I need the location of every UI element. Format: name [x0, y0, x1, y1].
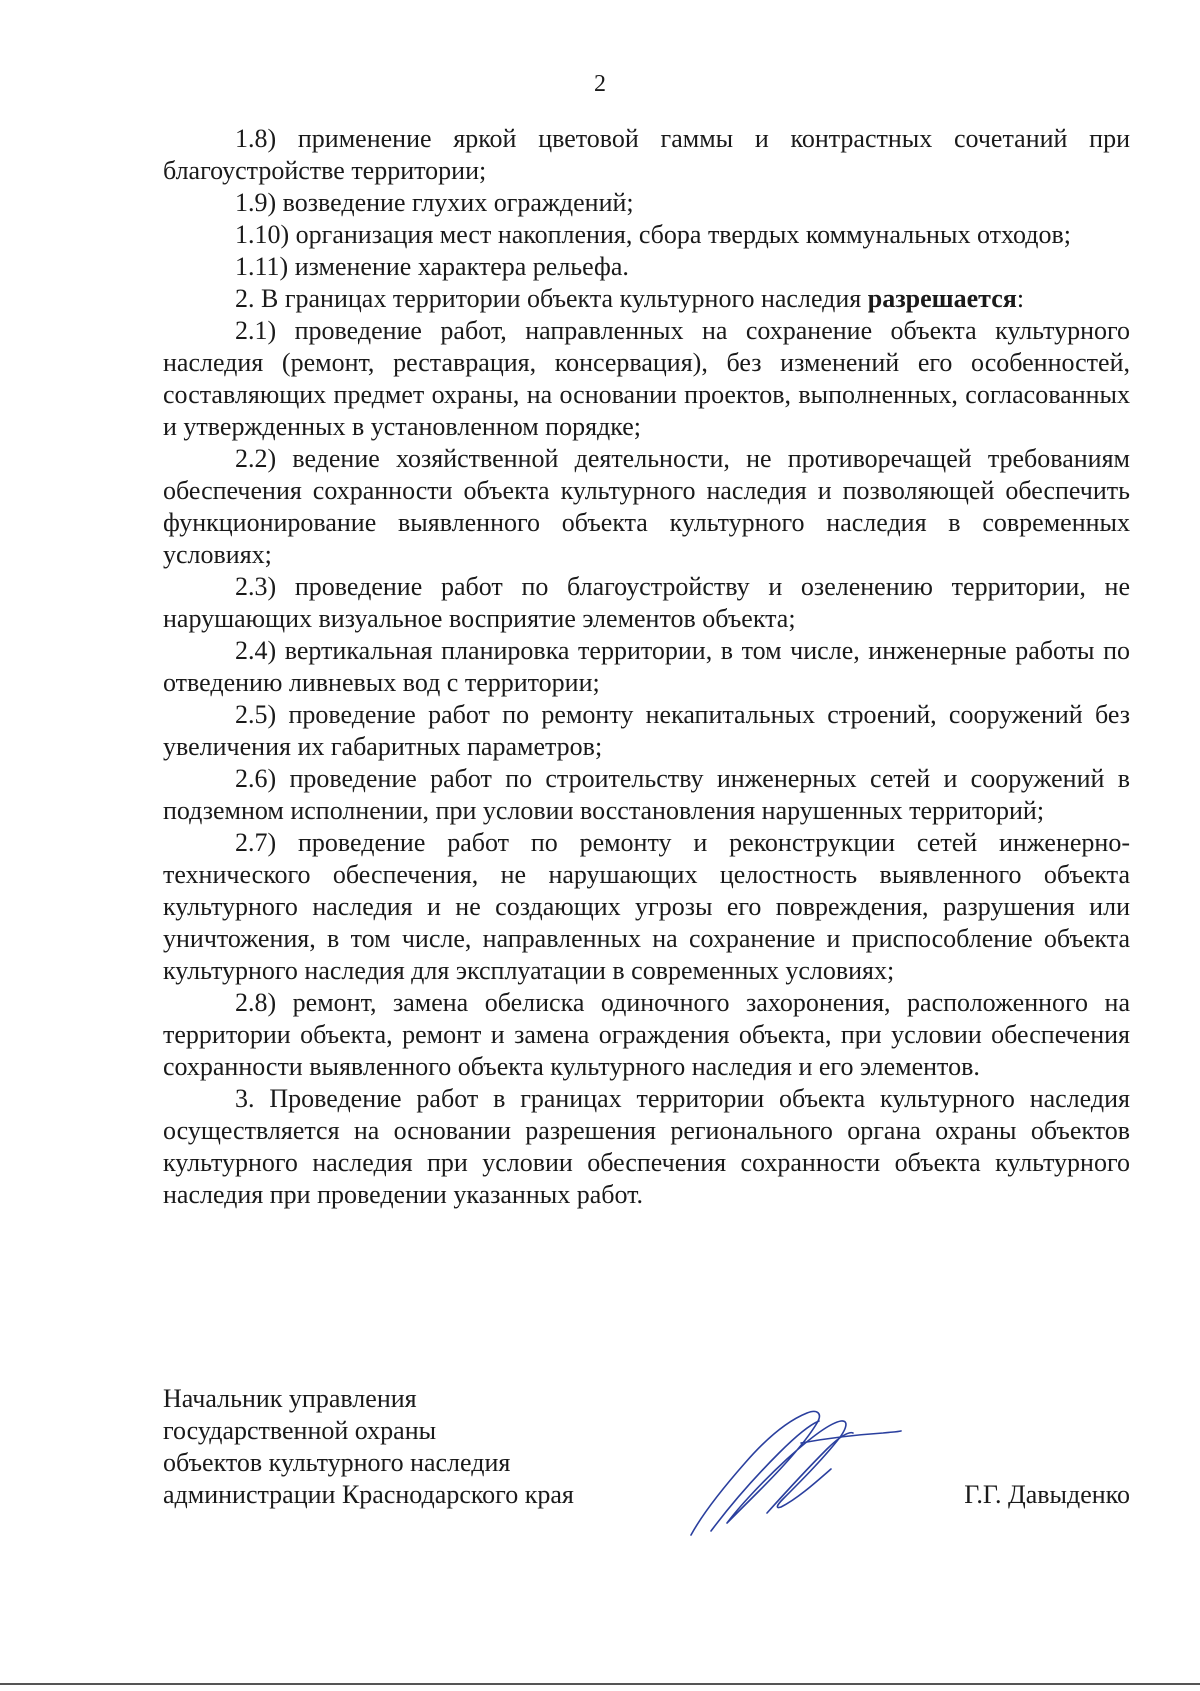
clause-1-9: 1.9) возведение глухих ограждений;: [235, 188, 634, 217]
signatory-title-line: государственной охраны: [163, 1416, 437, 1445]
signatory-title-line: Начальник управления: [163, 1384, 417, 1413]
handwritten-signature: [683, 1403, 903, 1543]
clause-1-8: 1.8) применение яркой цветовой гаммы и контрастных сочетаний при благоустройстве территории;: [163, 124, 1130, 185]
clause-2-3: 2.3) проведение работ по благоустройству и озеленению территории, не нарушающих визуальное восприятие элементов объекта;: [163, 572, 1130, 633]
clause-2-emphasis: разрешается: [867, 284, 1017, 313]
clause-2-5: 2.5) проведение работ по ремонту некапитальных строений, сооружений без увеличения их габаритных параметров;: [163, 700, 1130, 761]
clause-2-4: 2.4) вертикальная планировка территории, в том числе, инженерные работы по отведению ливневых вод с территории;: [163, 636, 1130, 697]
signatory-title-line: администрации Краснодарского края: [163, 1480, 574, 1509]
signatory-title-line: объектов культурного наследия: [163, 1448, 511, 1477]
clause-1-11: 1.11) изменение характера рельефа.: [235, 252, 629, 281]
clause-2-text: 2. В границах территории объекта культурного наследия: [235, 284, 868, 313]
document-body: [163, 123, 1130, 1211]
clause-2-2: 2.2) ведение хозяйственной деятельности, не противоречащей требованиям обеспечения сохранности объекта культурного наследия и позволяющей обеспечить функционирование выявленного объекта культурного наследия в современных условиях;: [163, 444, 1130, 569]
clause-1-10: 1.10) организация мест накопления, сбора твердых коммунальных отходов;: [235, 220, 1071, 249]
page-number: 2: [594, 71, 606, 97]
clause-2-1: 2.1) проведение работ, направленных на сохранение объекта культурного наследия (ремонт, реставрация, консервация), без изменений его особенностей, составляющих предмет охраны, на основании проектов, выполненных, согласованных и утвержденных в установленном порядке;: [163, 316, 1130, 441]
clause-2-8: 2.8) ремонт, замена обелиска одиночного захоронения, расположенного на территории объекта, ремонт и замена ограждения объекта, при условии обеспечения сохранности выявленного объекта культурного наследия и его элементов.: [163, 988, 1130, 1081]
clause-2-6: 2.6) проведение работ по строительству инженерных сетей и сооружений в подземном исполнении, при условии восстановления нарушенных территорий;: [163, 764, 1130, 825]
signature-strokes: [691, 1411, 901, 1535]
signature-block: [163, 1383, 1130, 1543]
signatory-title: [163, 1383, 574, 1511]
page-bottom-rule: [0, 1683, 1200, 1685]
clause-2: [163, 283, 1130, 315]
clause-3: 3. Проведение работ в границах территории объекта культурного наследия осуществляется на основании разрешения регионального органа охраны объектов культурного наследия при условии обеспечения сохранности объекта культурного наследия при проведении указанных работ.: [163, 1084, 1130, 1209]
signatory-name: Г.Г. Давыденко: [964, 1480, 1130, 1509]
clause-2-7: 2.7) проведение работ по ремонту и реконструкции сетей инженерно-технического обеспечения, не нарушающих целостность выявленного объекта культурного наследия и не создающих угрозы его повреждения, разрушения или уничтожения, в том числе, направленных на сохранение и приспособление объекта культурного наследия для эксплуатации в современных условиях;: [163, 828, 1130, 985]
clause-2-tail: :: [1016, 284, 1025, 313]
